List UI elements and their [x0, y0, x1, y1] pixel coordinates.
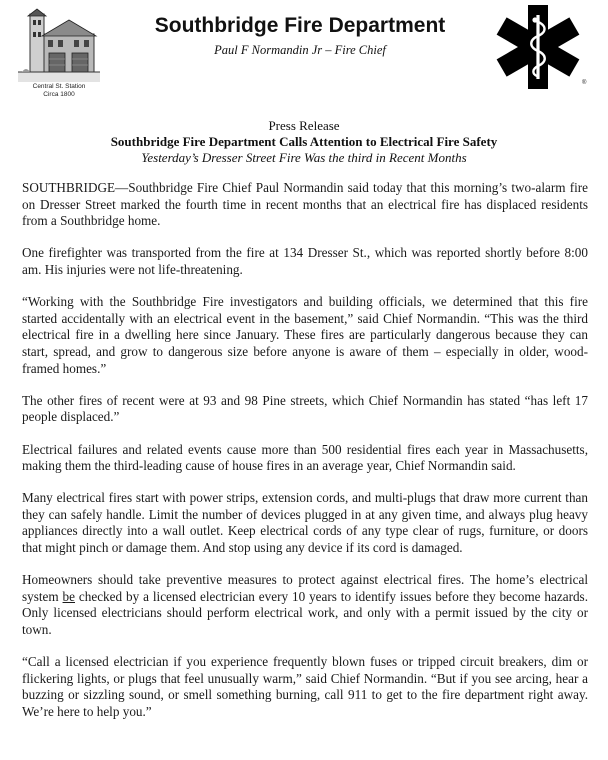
- station-caption: [18, 83, 100, 99]
- body-paragraph: “Working with the Southbridge Fire investigators and building officials, we determined that this fire started accidentally with an electrical event in the basement,” said Chief Normandin. “This was the third electrical fire in a dwelling here since January. These fires are particularly dangerous because they can start, spread, and grow to dangerous size before anyone is aware of them – especially in older, wood-framed homes.”: [22, 294, 588, 376]
- press-release-headline: Southbridge Fire Department Calls Attention to Electrical Fire Safety: [110, 134, 498, 149]
- p7-underlined-word: be: [62, 588, 75, 604]
- station-caption-line2: Circa 1800: [43, 91, 75, 98]
- press-release-label: Press Release: [268, 118, 340, 133]
- station-caption-line1: Central St. Station: [32, 83, 86, 90]
- body-paragraph: Electrical failures and related events cause more than 500 residential fires each year in Massachusetts, making them the third-leading cause of house fires in an average year, Chief Normandin said.: [22, 441, 588, 474]
- p7-text-before: Homeowners should take preventive measures to protect against electrical fires. The home’s electrical system: [22, 572, 588, 604]
- body-paragraph: “Call a licensed electrician if you experience frequently blown fuses or tripped circuit breakers, dim or flickering lights, or plugs that feel unusually warm,” said Chief Normandin. “But if you see arcing, hear a buzzing or sizzling sound, or smell something burning, call 911 to get to the fire department right away. We’re here to help you.”: [22, 654, 588, 719]
- p7-text-after: checked by a licensed electrician every 10 years to identify issues before they become hazards. Only licensed electricians should perform electrical work, and only with a permit issued by the city or town.: [22, 588, 588, 638]
- body-paragraph: The other fires of recent were at 93 and 98 Pine streets, which Chief Normandin has stated “has left 17 people displaced.”: [22, 392, 588, 425]
- body-paragraph: One firefighter was transported from the fire at 134 Dresser St., which was reported shortly before 8:00 am. His injuries were not life-threatening.: [22, 245, 588, 277]
- press-release-body: [22, 180, 588, 736]
- star-of-life-icon: [494, 4, 582, 90]
- press-release-subheadline: Yesterday’s Dresser Street Fire Was the third in Recent Months: [141, 150, 467, 165]
- body-paragraph: SOUTHBRIDGE—Southbridge Fire Chief Paul Normandin said today that this morning’s two-alarm fire on Dresser Street marked the fourth time in recent months that an electrical fire has displaced residents from a Southbridge home.: [22, 180, 588, 229]
- fire-station-logo: [18, 8, 100, 88]
- body-paragraph: [22, 572, 588, 638]
- fire-chief-line: Paul F Normandin Jr – Fire Chief: [214, 43, 386, 57]
- registered-mark: ®: [582, 80, 587, 86]
- body-paragraph: Many electrical fires start with power strips, extension cords, and multi-plugs that draw more current than they can safely handle. Limit the number of devices plugged in at any given time, and always plug heavy appliances directly into a wall outlet. Keep electrical cords of any type clear of rugs, furniture, or doors that might pinch or damage them. And stop using any device if its cord is damaged.: [22, 490, 588, 556]
- department-title: Southbridge Fire Department: [154, 14, 446, 37]
